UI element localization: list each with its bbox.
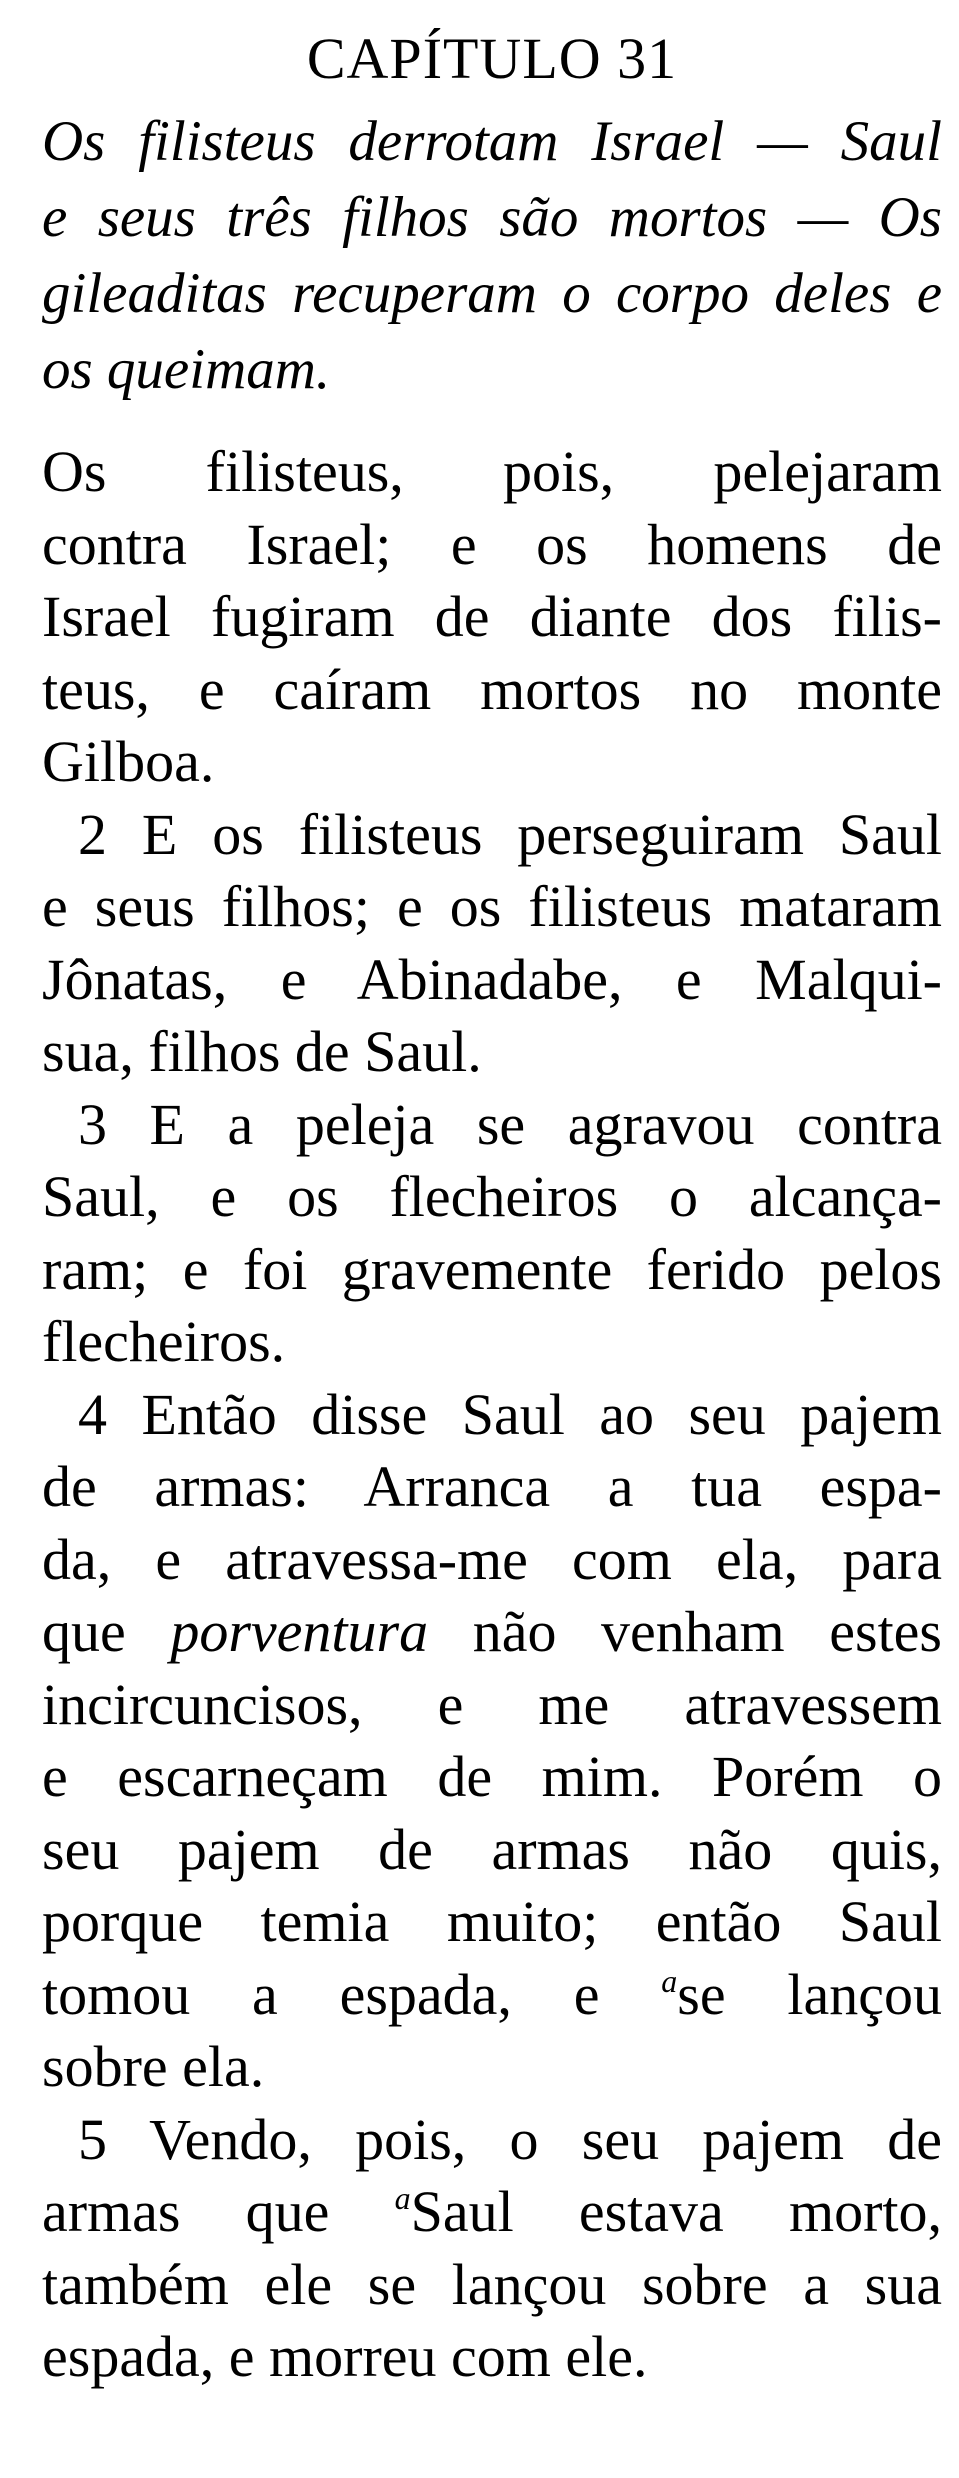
verse-line: teus, e caíram mortos no monte [42, 656, 942, 722]
verse-line: 5 Vendo, pois, o seu pajem de [78, 2106, 942, 2172]
verse-line: 3 E a peleja se agravou contra [78, 1091, 942, 1157]
summary-line: gileaditas recuperam o corpo deles e [42, 262, 942, 325]
verse-line [42, 2176, 942, 2249]
verse-line: da, e atravessa-me com ela, para [42, 1526, 942, 1592]
chapter-title: CAPÍTULO 31 [306, 26, 678, 91]
verse-text: Saul estava morto, [410, 2179, 942, 2244]
verse-2 [42, 799, 942, 1089]
verse-line: incircuncisos, e me atravessem [42, 1671, 942, 1737]
verse-text: tomou a espada, e [42, 1961, 662, 2027]
summary-line: e seus três filhos são mortos — Os [42, 186, 942, 249]
verse-line: de armas: Arranca a tua espa- [42, 1454, 942, 1519]
verse-line: Gilboa. [42, 729, 215, 794]
verse-line: espada, e morreu com ele. [42, 2324, 648, 2389]
verse-line [42, 1959, 942, 2032]
verse-line: também ele se lançou sobre a sua [42, 2251, 942, 2317]
verse-line: Israel fugiram de diante dos filis- [42, 584, 942, 649]
verse-text: que [42, 1599, 171, 1664]
verse-line: 4 Então disse Saul ao seu pajem [78, 1381, 942, 1447]
verse-line: e seus filhos; e os filisteus mataram [42, 874, 942, 939]
footnote-marker[interactable]: a [661, 1962, 678, 1999]
footnote-marker[interactable]: a [394, 2180, 411, 2216]
verse-line: flecheiros. [42, 1309, 286, 1374]
verse-4 [42, 1379, 942, 2104]
summary-line: Os filisteus derrotam Israel — Saul [42, 110, 942, 173]
summary-line: os queimam. [42, 338, 331, 401]
chapter-summary [42, 104, 942, 408]
verse-line: Jônatas, e Abinadabe, e Malqui- [42, 946, 942, 1012]
verse-3 [42, 1089, 942, 1379]
verse-5 [42, 2104, 942, 2394]
verse-line: seu pajem de armas não quis, [42, 1816, 942, 1882]
verse-line: Saul, e os flecheiros o alcança- [42, 1164, 942, 1229]
verse-text: se lançou [677, 1961, 942, 2027]
verse-line: sobre ela. [42, 2034, 265, 2099]
verse-line: Os filisteus, pois, pelejaram [42, 439, 942, 504]
chapter-body [42, 436, 942, 2394]
verse-line: contra Israel; e os homens de [42, 511, 942, 577]
verse-1 [42, 436, 942, 799]
page [42, 20, 942, 2394]
verse-line: sua, filhos de Saul. [42, 1019, 482, 1084]
verse-text: armas que [42, 2179, 395, 2244]
italic-word: porventura [170, 1599, 429, 1664]
verse-line: porque temia muito; então Saul [42, 1889, 942, 1954]
verse-text: não venham estes [428, 1599, 942, 1664]
verse-line [42, 1596, 942, 1669]
verse-line: e escarneçam de mim. Porém o [42, 1744, 942, 1809]
verse-line: 2 E os filisteus perseguiram Saul [78, 801, 942, 867]
verse-line: ram; e foi gravemente ferido pelos [42, 1236, 942, 1302]
